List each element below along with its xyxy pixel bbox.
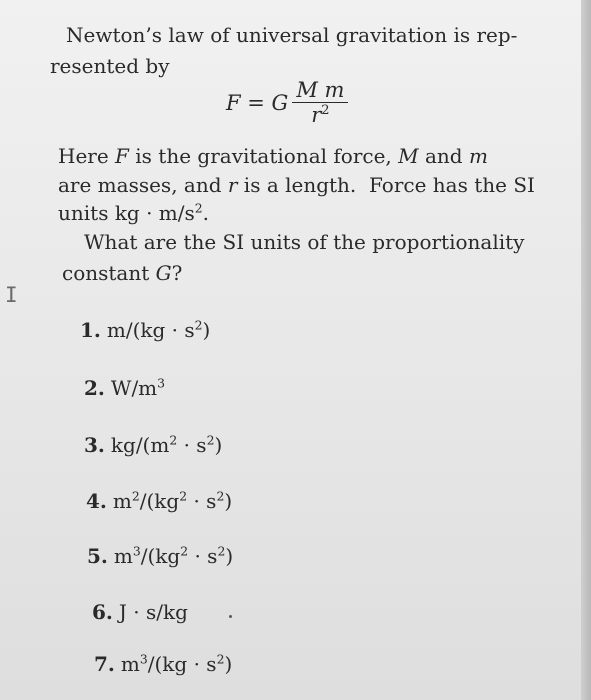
- formula-coef: G: [271, 90, 289, 115]
- choice-exp: 2: [179, 488, 188, 504]
- choice-text: · s: [188, 544, 218, 568]
- choice-text: ): [214, 433, 223, 457]
- choice-text: /(kg: [139, 489, 180, 513]
- choice-text: ): [202, 318, 211, 342]
- choice-text: ): [225, 544, 234, 568]
- choice-text: m: [120, 652, 140, 676]
- choice-exp: 2: [180, 543, 189, 559]
- choice-number: 2.: [84, 376, 105, 400]
- text-cursor-icon: I: [5, 283, 18, 307]
- line4-part-a: are masses, and: [58, 173, 228, 197]
- choice-exp: 2: [169, 432, 178, 448]
- choice-number: 5.: [87, 544, 108, 568]
- choice-text: m: [113, 544, 133, 568]
- choice-exp: 3: [132, 543, 141, 559]
- dust-speck: [229, 615, 232, 618]
- choice-exp: 2: [216, 651, 225, 667]
- answer-choice-3[interactable]: [84, 431, 222, 459]
- formula-numerator: M m: [292, 78, 348, 103]
- answer-choice-6[interactable]: [92, 598, 188, 626]
- line4-part-b: is a length. Force has the SI: [237, 173, 535, 197]
- choice-exp: 2: [217, 543, 226, 559]
- choice-text: · s: [177, 433, 207, 457]
- question-line-7: [62, 259, 182, 287]
- choice-text: /(kg: [140, 544, 181, 568]
- choice-exp: 2: [216, 488, 225, 504]
- choice-text: ): [224, 489, 233, 513]
- line4-var-r: r: [227, 173, 238, 197]
- choice-exp: 2: [131, 488, 140, 504]
- line3-var-m: m: [468, 144, 488, 168]
- choice-text: m: [112, 489, 132, 513]
- answer-choice-1[interactable]: [80, 316, 210, 344]
- line3-var-F: F: [115, 144, 129, 168]
- choice-exp: 3: [139, 651, 148, 667]
- formula-denominator-base: r: [311, 103, 322, 127]
- formula-lhs: F: [226, 90, 241, 115]
- choice-text: W/m: [110, 376, 158, 400]
- choice-exp: 3: [157, 375, 166, 391]
- choice-number: 3.: [84, 433, 105, 457]
- question-line-3: [58, 142, 488, 170]
- question-line-1: Newton’s law of universal gravitation is rep-: [66, 23, 518, 47]
- choice-text: ): [224, 652, 233, 676]
- answer-choice-2[interactable]: [84, 374, 165, 402]
- choice-text: kg/(m: [110, 433, 170, 457]
- line3-var-M: M: [398, 144, 419, 168]
- question-line-2: resented by: [50, 54, 170, 78]
- line3-part-c: and: [418, 144, 469, 168]
- line3-part-b: is the gravitational force,: [128, 144, 399, 168]
- line5-part-a: units kg · m/s: [58, 201, 195, 225]
- line5-exp: 2: [194, 200, 203, 216]
- choice-text: J · s/kg: [118, 600, 188, 624]
- question-line-6: What are the SI units of the proportionality: [84, 230, 525, 254]
- choice-number: 7.: [94, 652, 115, 676]
- question-line-5: [58, 199, 209, 227]
- line7-part-a: constant: [62, 261, 156, 285]
- answer-choice-4[interactable]: [86, 487, 232, 515]
- formula-denominator-exp: 2: [321, 103, 330, 118]
- formula-fraction: [292, 78, 348, 127]
- choice-number: 4.: [86, 489, 107, 513]
- gravitation-formula: [226, 78, 348, 127]
- formula-equals: =: [240, 90, 272, 115]
- line7-part-b: ?: [171, 261, 183, 285]
- answer-choice-7[interactable]: [94, 650, 232, 678]
- line5-part-b: .: [202, 201, 210, 225]
- choice-number: 6.: [92, 600, 113, 624]
- choice-exp: 2: [206, 432, 215, 448]
- choice-text: /(kg · s: [147, 652, 217, 676]
- choice-text: · s: [187, 489, 217, 513]
- choice-text: m/(kg · s: [106, 318, 195, 342]
- question-line-4: [58, 171, 535, 199]
- answer-choice-5[interactable]: [87, 542, 233, 570]
- formula-denominator: [311, 103, 329, 127]
- line7-var-G: G: [155, 261, 172, 285]
- choice-number: 1.: [80, 318, 101, 342]
- choice-exp: 2: [194, 317, 203, 333]
- line3-part-a: Here: [58, 144, 116, 168]
